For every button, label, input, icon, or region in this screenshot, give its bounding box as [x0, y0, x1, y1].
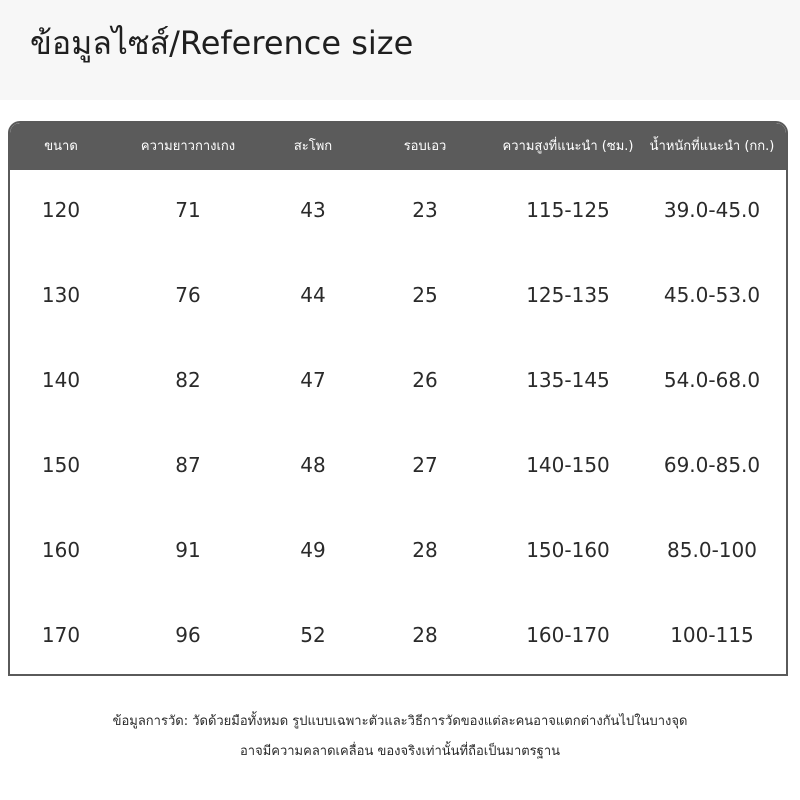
- table-row: [10, 508, 786, 593]
- cell-waist: 26: [412, 368, 438, 392]
- cell-size: 130: [41, 283, 81, 307]
- cell-height: 140-150: [526, 453, 610, 477]
- cell-weight: 85.0-100: [667, 538, 757, 562]
- cell-hip: 48: [300, 453, 326, 477]
- cell-hip: 44: [300, 283, 326, 307]
- cell-weight: 45.0-53.0: [663, 283, 761, 307]
- cell-size: 150: [41, 453, 81, 477]
- size-table: [8, 121, 788, 676]
- cell-weight: 54.0-68.0: [663, 368, 761, 392]
- cell-height: 135-145: [526, 368, 610, 392]
- footnote-line-2: อาจมีความคลาดเคลื่อน ของจริงเท่านั้นที่ถือเป็นมาตรฐาน: [239, 744, 561, 759]
- cell-waist: 23: [412, 198, 438, 222]
- cell-pants-length: 91: [175, 538, 201, 562]
- table-row: [10, 168, 786, 253]
- table-row: [10, 423, 786, 508]
- header-weight: น้ำหนักที่แนะนำ (กก.): [649, 139, 775, 154]
- cell-pants-length: 71: [175, 198, 201, 222]
- header-height: ความสูงที่แนะนำ (ซม.): [502, 139, 634, 154]
- cell-waist: 27: [412, 453, 438, 477]
- cell-waist: 28: [412, 623, 438, 647]
- header-hip: สะโพก: [293, 139, 333, 154]
- cell-pants-length: 87: [175, 453, 201, 477]
- header-waist: รอบเอว: [403, 139, 447, 154]
- cell-pants-length: 96: [175, 623, 201, 647]
- header-size: ขนาด: [44, 139, 78, 154]
- footnote-line-1: ข้อมูลการวัด: วัดด้วยมือทั้งหมด รูปแบบเฉพาะตัวและวิธีการวัดของแต่ละคนอาจแตกต่างกันไปในบางจุด: [112, 714, 688, 729]
- cell-weight: 100-115: [670, 623, 754, 647]
- cell-waist: 25: [412, 283, 438, 307]
- cell-hip: 49: [300, 538, 326, 562]
- cell-hip: 52: [300, 623, 326, 647]
- cell-height: 160-170: [526, 623, 610, 647]
- cell-pants-length: 76: [175, 283, 201, 307]
- cell-size: 140: [41, 368, 81, 392]
- cell-height: 125-135: [526, 283, 610, 307]
- cell-size: 170: [41, 623, 81, 647]
- header-pants-length: ความยาวกางเกง: [140, 139, 236, 154]
- table-header: [10, 123, 786, 170]
- cell-height: 150-160: [526, 538, 610, 562]
- cell-weight: 69.0-85.0: [663, 453, 761, 477]
- cell-waist: 28: [412, 538, 438, 562]
- cell-hip: 43: [300, 198, 326, 222]
- title-band: [0, 0, 800, 100]
- table-row: [10, 338, 786, 423]
- cell-size: 160: [41, 538, 81, 562]
- page-title: ข้อมูลไซส์/Reference size: [30, 24, 414, 62]
- table-row: [10, 593, 786, 676]
- cell-weight: 39.0-45.0: [663, 198, 761, 222]
- cell-pants-length: 82: [175, 368, 201, 392]
- cell-size: 120: [41, 198, 81, 222]
- cell-height: 115-125: [526, 198, 610, 222]
- cell-hip: 47: [300, 368, 326, 392]
- table-row: [10, 253, 786, 338]
